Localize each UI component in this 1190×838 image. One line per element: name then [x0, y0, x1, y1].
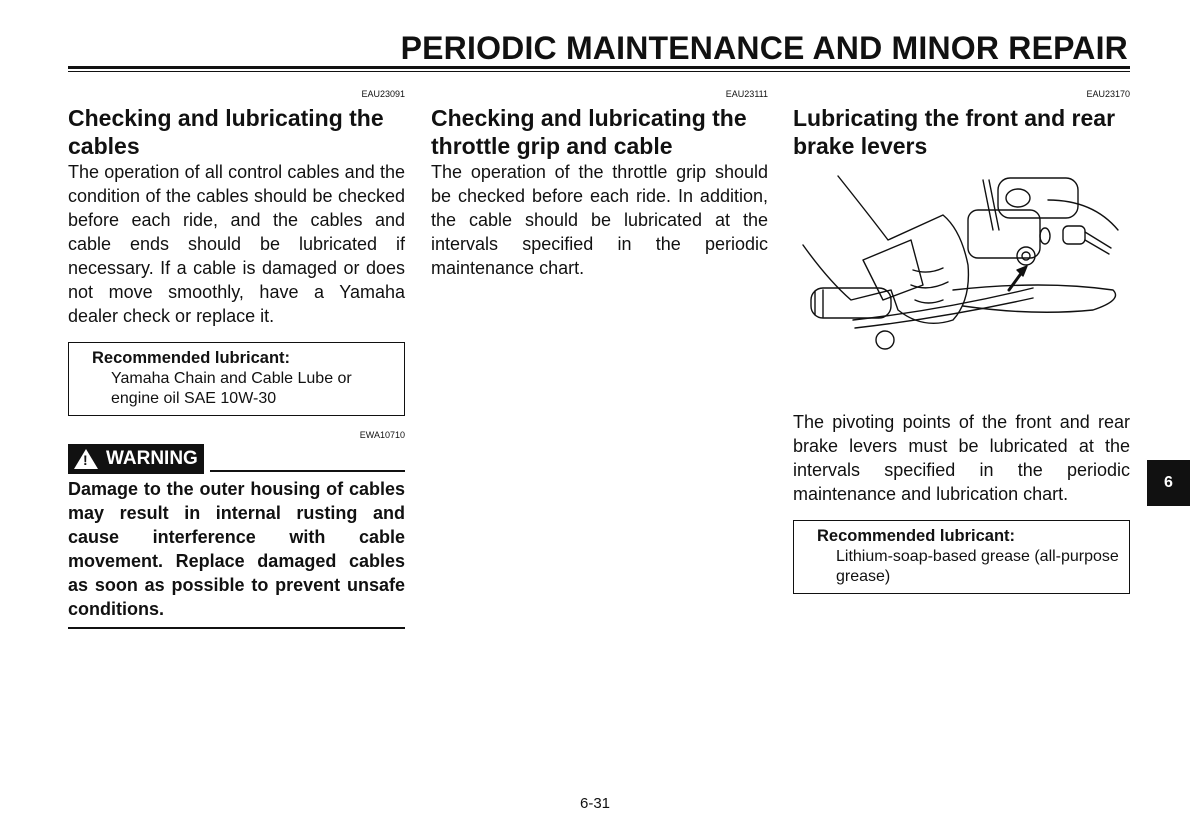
section-heading: Checking and lubricating the throttle grip and cable [431, 105, 747, 159]
section-brake-levers [793, 88, 1130, 594]
section-body: The pivoting points of the front and rear brake levers must be lubricated at the intervals specified in the periodic maintenance and lubrication chart. [793, 412, 1130, 504]
warning-code: EWA10710 [359, 430, 405, 440]
lubricant-box [793, 520, 1130, 594]
warning-text: Damage to the outer housing of cables may result in internal rusting and cause interference with cable movement. Replace damaged cables as soon as possible to prevent unsafe conditions. [68, 477, 405, 629]
section-heading: Checking and lubricating the cables [68, 105, 384, 159]
page-number: 6-31 [579, 795, 611, 812]
warning-header [68, 444, 405, 474]
lubricant-title: Recommended lubricant: [817, 527, 1016, 545]
chapter-tab: 6 [1147, 460, 1190, 506]
warning-triangle-icon: ! [74, 449, 98, 469]
section-cables [68, 88, 405, 629]
page-title: PERIODIC MAINTENANCE AND MINOR REPAIR [400, 30, 1128, 66]
header-rule-thin [68, 71, 1130, 72]
section-code: EAU23170 [1086, 89, 1130, 99]
warning-badge [68, 444, 204, 474]
warning-rule [210, 470, 405, 472]
section-body: The operation of the throttle grip should be checked before each ride. In addition, the cable should be lubricated at the intervals specified in the periodic maintenance chart. [431, 162, 768, 278]
section-throttle [431, 88, 768, 280]
section-body: The operation of all control cables and the condition of the cables should be checked before each ride, and the cables and cable ends should be lubricated if necessary. If a cable is damaged or does not move smoothly, have a Yamaha dealer check or replace it. [68, 162, 405, 326]
section-code: EAU23111 [725, 89, 768, 99]
lubricant-value: Yamaha Chain and Cable Lube or engine oil SAE 10W-30 [111, 370, 352, 407]
header-rule-thick [68, 66, 1130, 69]
lubricant-title: Recommended lubricant: [92, 349, 291, 367]
lubricant-box [68, 342, 405, 416]
lubricant-value: Lithium-soap-based grease (all-purpose grease) [836, 548, 1119, 585]
section-heading: Lubricating the front and rear brake levers [793, 105, 1116, 159]
warning-label: WARNING [106, 448, 198, 469]
section-code: EAU23091 [361, 89, 405, 99]
brake-lever-illustration [793, 170, 1130, 375]
